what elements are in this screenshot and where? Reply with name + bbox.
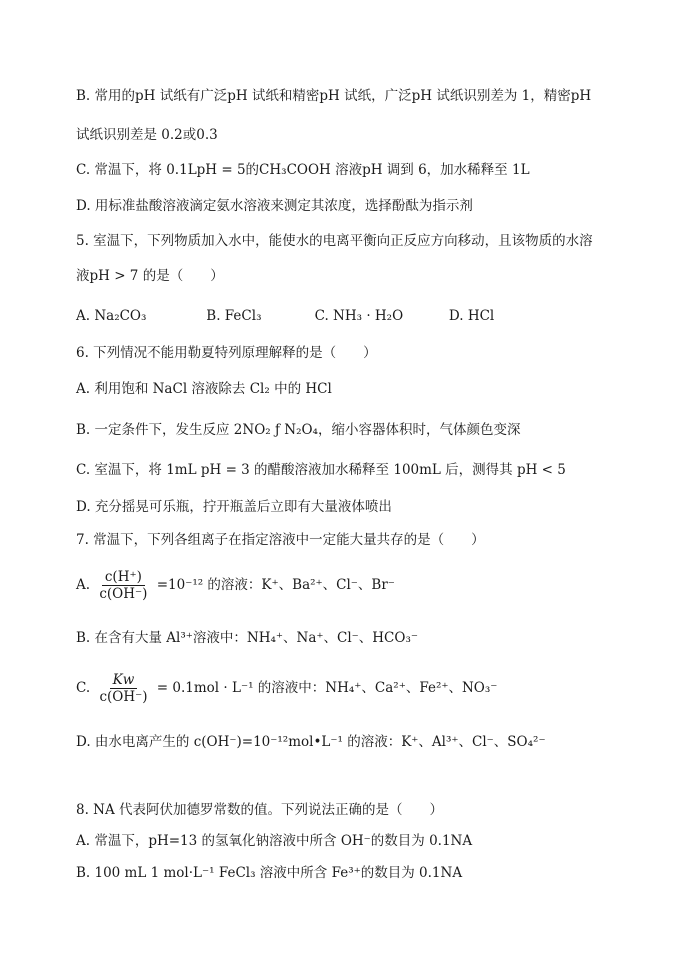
option-b-line-1: B. 常用的pH 试纸有广泛pH 试纸和精密pH 试纸，广泛pH 试纸识别差为 1，精密pH bbox=[76, 88, 592, 104]
q7c-fraction bbox=[96, 672, 150, 705]
q5-option-c: C. NH₃ · H₂O bbox=[314, 308, 404, 324]
q7-option-a bbox=[76, 566, 648, 604]
question-8-stem: 8. NA 代表阿伏加德罗常数的值。下列说法正确的是（ ） bbox=[76, 802, 444, 818]
q5-option-d: D. HCl bbox=[448, 308, 495, 324]
q7a-denominator: c(OH⁻) bbox=[99, 586, 148, 602]
q7c-numerator: Kw bbox=[110, 672, 138, 689]
q8-option-a: A. 常温下，pH=13 的氢氧化钠溶液中所含 OH⁻的数目为 0.1NA bbox=[76, 833, 473, 849]
q7-option-c bbox=[76, 668, 648, 708]
q7a-label: A. bbox=[76, 577, 91, 593]
question-7-stem: 7. 常温下，下列各组离子在指定溶液中一定能大量共存的是（ ） bbox=[76, 532, 485, 548]
question-5-stem-line-2: 液pH > 7 的是（ ） bbox=[76, 268, 224, 284]
option-d-line: D. 用标准盐酸溶液滴定氨水溶液来测定其浓度，选择酚酞为指示剂 bbox=[76, 198, 473, 214]
question-5-options bbox=[76, 306, 648, 326]
q7c-denominator: c(OH⁻) bbox=[99, 689, 148, 705]
q7-option-b: B. 在含有大量 Al³⁺溶液中：NH₄⁺、Na⁺、Cl⁻、HCO₃⁻ bbox=[76, 630, 418, 646]
question-6-stem: 6. 下列情况不能用勒夏特列原理解释的是（ ） bbox=[76, 345, 377, 361]
q7a-numerator: c(H⁺) bbox=[102, 569, 145, 586]
q5-option-a: A. Na₂CO₃ bbox=[76, 308, 147, 324]
q5-option-b: B. FeCl₃ bbox=[206, 308, 262, 324]
q7c-rest: = 0.1mol · L⁻¹ 的溶液中：NH₄⁺、Ca²⁺、Fe²⁺、NO₃⁻ bbox=[156, 680, 498, 696]
question-5-stem-line-1: 5. 室温下，下列物质加入水中，能使水的电离平衡向正反应方向移动，且该物质的水溶 bbox=[76, 233, 593, 249]
q6-option-d: D. 充分摇晃可乐瓶，拧开瓶盖后立即有大量液体喷出 bbox=[76, 499, 392, 515]
q7-option-d: D. 由水电离产生的 c(OH⁻)=10⁻¹²mol•L⁻¹ 的溶液：K⁺、Al³⁺、Cl⁻、SO₄²⁻ bbox=[76, 734, 546, 750]
q7c-label: C. bbox=[76, 680, 91, 696]
q6-option-a: A. 利用饱和 NaCl 溶液除去 Cl₂ 中的 HCl bbox=[76, 381, 332, 397]
option-b-line-2: 试纸识别差是 0.2或0.3 bbox=[76, 127, 218, 143]
q8-option-b: B. 100 mL 1 mol·L⁻¹ FeCl₃ 溶液中所含 Fe³⁺的数目为 0.1NA bbox=[76, 865, 463, 881]
q7a-rest: =10⁻¹² 的溶液：K⁺、Ba²⁺、Cl⁻、Br⁻ bbox=[156, 577, 395, 593]
q7a-fraction bbox=[96, 569, 150, 602]
q6-option-b: B. 一定条件下，发生反应 2NO₂ ƒ N₂O₄，缩小容器体积时，气体颜色变深 bbox=[76, 422, 521, 438]
option-c-line: C. 常温下，将 0.1LpH = 5的CH₃COOH 溶液pH 调到 6，加水稀释至 1L bbox=[76, 162, 530, 178]
q6-option-c: C. 室温下，将 1mL pH = 3 的醋酸溶液加水稀释至 100mL 后，测得其 pH < 5 bbox=[76, 462, 566, 478]
